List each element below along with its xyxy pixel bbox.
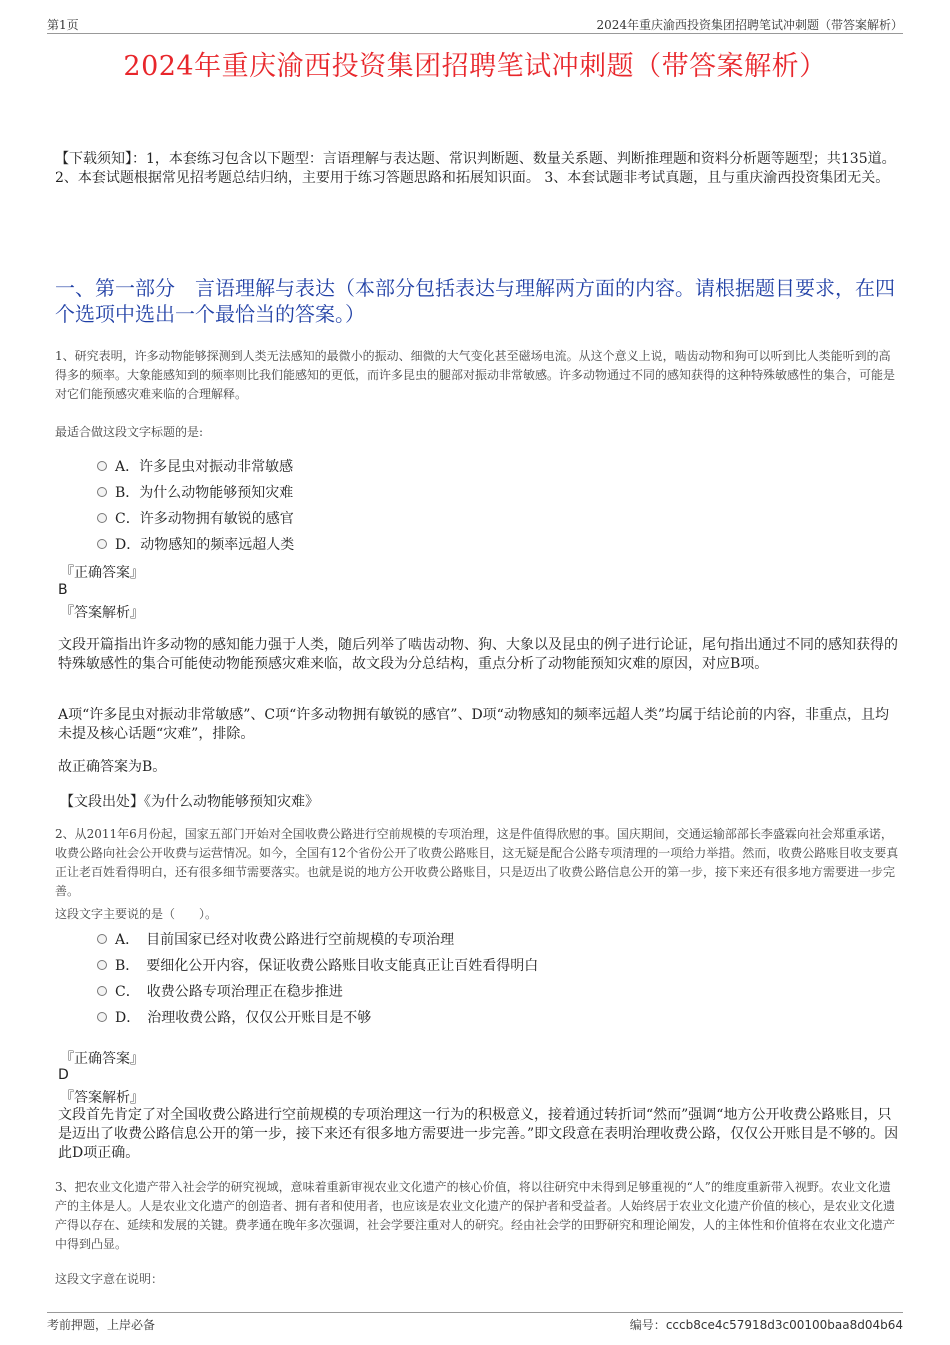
document-title: 2024年重庆渝西投资集团招聘笔试冲刺题（带答案解析） (123, 51, 827, 82)
q1-option-d[interactable] (97, 534, 294, 554)
download-notice: 【下载须知】：1，本套练习包含以下题型：言语理解与表达题、常识判断题、数量关系题、判断推理题和资料分析题等题型；共135道。 2、本套试题根据常见招考题总结归纳，主要用于练习答题思路和拓展知识面。 3、本套试题非考试真题，且与重庆渝西投资集团无关。 (55, 151, 896, 186)
section-heading: 一、第一部分 言语理解与表达（本部分包括表达与理解两方面的内容。请根据题目要求，在四个选项中选出一个最恰当的答案。） (55, 276, 895, 326)
q1-prompt: 最适合做这段文字标题的是: (55, 425, 204, 439)
option-label: A． 目前国家已经对收费公路进行空前规模的专项治理 (115, 932, 455, 948)
q1-analysis-label: 『答案解析』 (60, 605, 144, 621)
q1-answer-label: 『正确答案』 (60, 565, 144, 581)
option-label: B． 要细化公开内容，保证收费公路账目收支能真正让百姓看得明白 (115, 958, 539, 974)
q1-option-c[interactable] (97, 508, 294, 528)
q2-answer: D (58, 1067, 69, 1083)
q2-answer-label: 『正确答案』 (60, 1051, 144, 1067)
radio-icon[interactable] (97, 986, 107, 996)
page-footer (47, 1312, 903, 1334)
q2-prompt: 这段文字主要说的是（ ）。 (55, 907, 218, 921)
footer-code: cccb8ce4c57918d3c00100baa8d04b64 (665, 1318, 903, 1332)
footer-slogan: 考前押题，上岸必备 (47, 1318, 156, 1332)
q1-analysis-p2: A项“许多昆虫对振动非常敏感”、C项“许多动物拥有敏锐的感官”、D项“动物感知的频率远超人类”均属于结论前的内容，非重点，且均未提及核心话题“灾难”，排除。 (58, 707, 889, 742)
q2-analysis-label: 『答案解析』 (60, 1090, 144, 1106)
radio-icon[interactable] (97, 960, 107, 970)
option-label: A．许多昆虫对振动非常敏感 (115, 459, 294, 475)
q3-prompt: 这段文字意在说明： (55, 1272, 164, 1286)
header-doc-title: 2024年重庆渝西投资集团招聘笔试冲刺题（带答案解析） (596, 18, 903, 32)
footer-code-block (630, 1316, 903, 1333)
q2-option-a[interactable] (97, 929, 454, 949)
radio-icon[interactable] (97, 1012, 107, 1022)
option-label: B．为什么动物能够预知灾难 (115, 485, 294, 501)
option-label: D． 治理收费公路，仅仅公开账目是不够 (115, 1010, 372, 1026)
q1-answer: B (58, 582, 68, 598)
q2-option-d[interactable] (97, 1007, 371, 1027)
radio-icon[interactable] (97, 934, 107, 944)
option-label: C．许多动物拥有敏锐的感官 (115, 511, 294, 527)
radio-icon[interactable] (97, 487, 107, 497)
q2-text: 2、从2011年6月份起，国家五部门开始对全国收费公路进行空前规模的专项治理，这是件值得欣慰的事。国庆期间，交通运输部部长李盛霖向社会郑重承诺，收费公路向社会公开收费与运营情况。如今，全国有12个省份公开了收费公路账目，这无疑是配合公路专项清理的一项给力举措。然而，收费公路账目收支要真正让老百姓看得明白，还有很多细节需要落实。也就是说的地方公开收费公路账目，只是迈出了收费公路信息公开的第一步，接下来还有很多地方需要进一步完善。 (55, 827, 899, 898)
option-label: C． 收费公路专项治理正在稳步推进 (115, 984, 343, 1000)
radio-icon[interactable] (97, 461, 107, 471)
q1-analysis-p1: 文段开篇指出许多动物的感知能力强于人类，随后列举了啮齿动物、狗、大象以及昆虫的例子进行论证，尾句指出通过不同的感知获得的特殊敏感性的集合可能使动物能预感灾难来临，故文段为分总结构，重点分析了动物能预知灾难的原因，对应B项。 (58, 637, 898, 672)
q2-option-b[interactable] (97, 955, 538, 975)
q1-analysis-p3: 故正确答案为B。 (58, 759, 167, 775)
option-label: D．动物感知的频率远超人类 (115, 537, 295, 553)
q1-option-b[interactable] (97, 482, 293, 502)
q1-option-a[interactable] (97, 456, 293, 476)
radio-icon[interactable] (97, 539, 107, 549)
page-number: 第1页 (47, 18, 79, 32)
q1-text: 1、研究表明，许多动物能够探测到人类无法感知的最微小的振动、细微的大气变化甚至磁场电流。从这个意义上说，啮齿动物和狗可以听到比人类能听到的高得多的频率。大象能感知到的频率则比我们能感知的更低，而许多昆虫的腿部对振动非常敏感。许多动物通过不同的感知获得的这种特殊敏感性的集合，可能是对它们能预感灾难来临的合理解释。 (55, 349, 896, 401)
radio-icon[interactable] (97, 513, 107, 523)
q2-option-c[interactable] (97, 981, 343, 1001)
footer-code-label: 编号： (629, 1318, 666, 1332)
q2-analysis: 文段首先肯定了对全国收费公路进行空前规模的专项治理这一行为的积极意义，接着通过转折词“然而”强调“地方公开收费公路账目，只是迈出了收费公路信息公开的第一步，接下来还有很多地方需要进一步完善。”即文段意在表明治理收费公路，仅仅公开账目是不够的。因此D项正确。 (58, 1107, 899, 1161)
page-header (47, 14, 903, 34)
q3-text: 3、把农业文化遗产带入社会学的研究视域，意味着重新审视农业文化遗产的核心价值，将以往研究中未得到足够重视的“人”的维度重新带入视野。农业文化遗产的主体是人。人是农业文化遗产的创造者、拥有者和使用者，也应该是农业文化遗产的保护者和受益者。人始终居于农业文化遗产价值的核心，是农业文化遗产得以存在、延续和发展的关键。费孝通在晚年多次强调，社会学要注重对人的研究。经由社会学的田野研究和理论阐发，人的主体性和价值将在农业文化遗产中得到凸显。 (55, 1180, 896, 1251)
q1-source: 【文段出处】《为什么动物能够预知灾难》 (60, 794, 319, 810)
